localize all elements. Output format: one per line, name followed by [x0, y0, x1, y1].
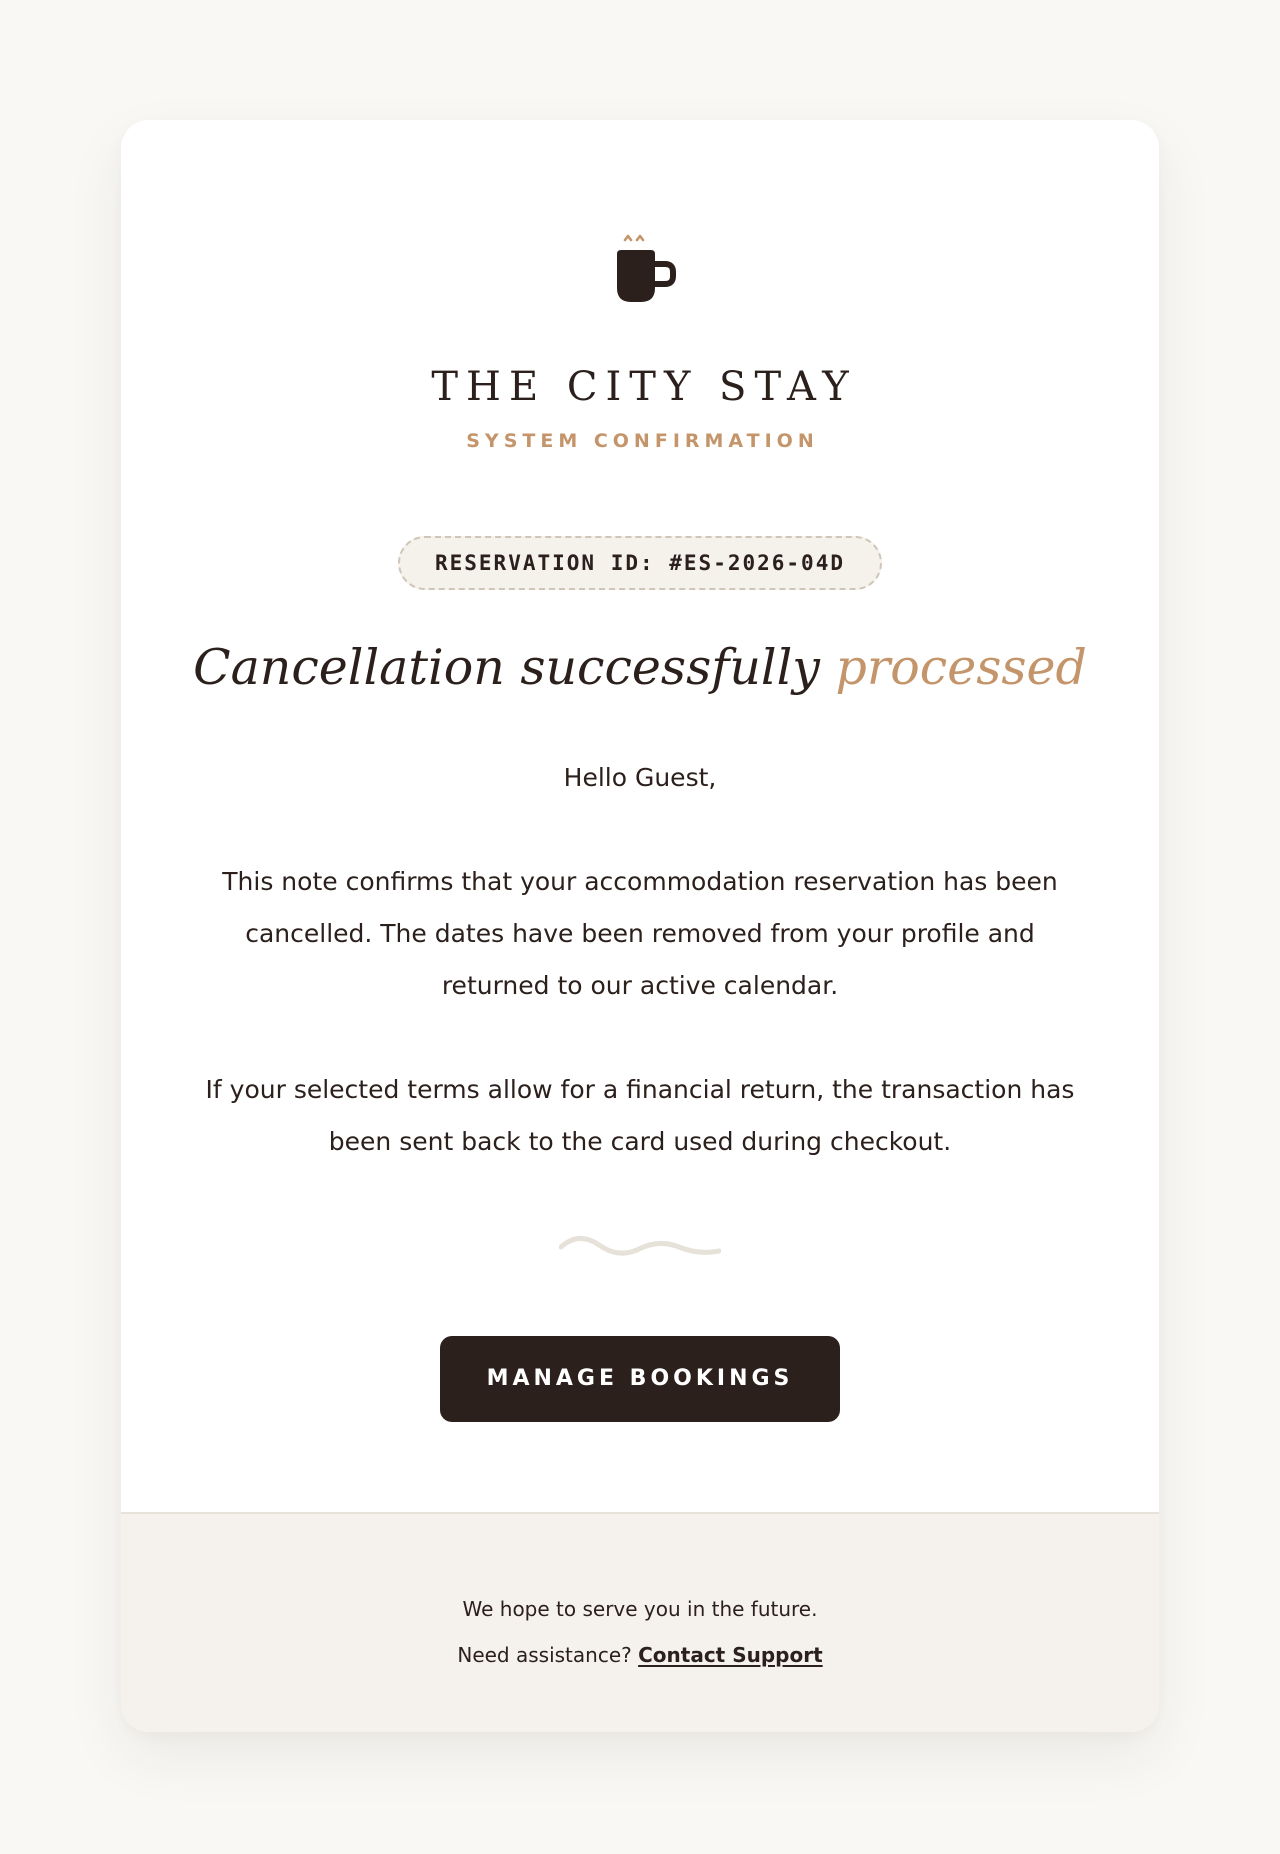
brand-name: THE CITY STAY — [431, 364, 857, 410]
footer-help-prefix: Need assistance? — [457, 1643, 632, 1667]
coffee-cup-icon — [595, 230, 685, 310]
headline-accent: processed — [835, 639, 1087, 696]
refund-paragraph: If your selected terms allow for a financial return, the transaction has been sent back to the card used during checkout. — [205, 1075, 1075, 1156]
brand-subtitle: SYSTEM CONFIRMATION — [466, 430, 819, 452]
greeting: Hello Guest, — [563, 763, 717, 792]
contact-support-link[interactable]: Contact Support — [638, 1643, 823, 1667]
wave-divider-icon — [559, 1231, 721, 1271]
cancellation-paragraph: This note confirms that your accommodation reservation has been cancelled. The dates have been removed from your profile and returned to our active calendar. — [222, 867, 1058, 1000]
email-card — [121, 120, 1159, 1732]
footer-message: We hope to serve you in the future. — [462, 1597, 818, 1621]
footer — [121, 1512, 1159, 1732]
headline-main: Cancellation successfully — [193, 639, 820, 696]
footer-help — [121, 1640, 1159, 1670]
logo — [121, 230, 1159, 310]
reservation-id-badge: RESERVATION ID: #ES-2026-04D — [398, 536, 882, 590]
manage-bookings-button[interactable]: MANAGE BOOKINGS — [440, 1336, 840, 1422]
page-title — [121, 639, 1159, 698]
